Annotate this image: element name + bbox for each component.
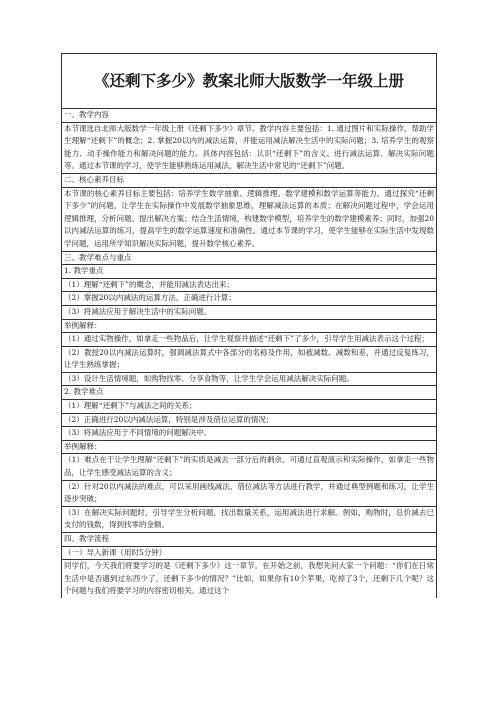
row-sec3-2b: （2）正确进行20以内减法运算，特别是涉及借位运算的情况； (62, 414, 436, 428)
row-sec4: 四、教学流程 (62, 533, 436, 547)
content-table (61, 109, 437, 598)
document-title: 《还剩下多少》教案北师大版数学一年级上册 (93, 71, 404, 90)
row-sec3-2c: （3）将减法应用于不同情境的问题解决中。 (62, 427, 436, 441)
row-sec3-ex2c: （3）在解决实际问题时，引导学生分析问题，找出数量关系，运用减法进行求解。例如，购物时，总价减去已支付的钱数，得到找零的金额。 (62, 507, 436, 533)
document-page (61, 53, 437, 598)
row-sec3-ex1: 举例解释： (62, 320, 436, 334)
row-sec3-2a: （1）理解“还剩下”与减法之间的关系； (62, 400, 436, 414)
row-sec3-1: 1. 教学重点 (62, 265, 436, 279)
row-sec3: 三、教学难点与重点 (62, 252, 436, 266)
row-sec3-ex1b: （2）教授20以内减法运算时，强调减法算式中各部分的名称及作用，如被减数、减数和差，并通过反复练习，让学生熟练掌握； (62, 347, 436, 373)
row-sec3-1b: （2）掌握20以内减法的运算方法，正确进行计算； (62, 292, 436, 306)
title-cell (61, 53, 437, 109)
row-sec3-ex1c: （3）设计生活情境题，如购物找零、分享食物等，让学生学会运用减法解决实际问题。 (62, 373, 436, 387)
row-sec2-body: 本节课的核心素养目标主要包括：培养学生数学抽象、逻辑推理、数学建模和数学运算等能力。通过探究“还剩下多少”的问题，让学生在实际操作中发展数学抽象思维，理解减法运算的本质；在解决问题过程中，学会运用逻辑推理，分析问题、提出解决方案；结合生活情境，构建数学模型，培养学生的数学建模素养；同时，加强20以内减法运算的练习，提高学生的数学运算速度和准确性。通过本节课的学习，使学生能够在实际生活中发现数学问题，运用所学知识解决实际问题，提升数学核心素养。 (62, 188, 436, 252)
row-sec3-ex2b: （2）针对20以内减法的难点，可以采用画线减法、借位减法等方法进行教学，并通过典型例题和练习，让学生逐步突破； (62, 481, 436, 507)
row-sec4-1-body: 同学们，今天我们将要学习的是《还剩下多少》这一章节。在开始之前，我想先问大家一个问题：“你们在日常生活中是否遇到过东西少了，还剩下多少的情况？”比如，如果你有10个苹果，吃掉了3个，还剩下几个呢？这个问题与我们将要学习的内容密切相关。通过这个 (64, 561, 434, 596)
row-sec1-body: 本节课选自北师大版数学一年级上册《还剩下多少》章节。教学内容主要包括：1. 通过图片和实际操作，帮助学生理解“还剩下”的概念；2. 掌握20以内的减法运算，并能运用减法解决生活中的实际问题；3. 培养学生的观察能力、动手操作能力和解决问题的能力。具体内容包括：认识“还剩下”的含义、进行减法运算、解决实际问题等。通过本节课的学习，使学生能够熟练运用减法，解决生活中常见的“还剩下”问题。 (62, 123, 436, 174)
row-sec3-ex2a: （1）难点在于让学生理解“还剩下”的实质是减去一部分后的剩余，可通过直观演示和实际操作，如拿走一些物品，让学生感受减法运算的含义； (62, 454, 436, 480)
row-sec2: 二、核心素养目标 (62, 174, 436, 188)
row-sec3-ex1a: （1）通过实物操作，如拿走一些物品后，让学生观察并描述“还剩下”了多少，引导学生用减法表示这个过程； (62, 333, 436, 347)
row-sec3-2: 2. 教学难点 (62, 386, 436, 400)
row-sec3-ex2: 举例解释： (62, 441, 436, 455)
row-sec3-1c: （3）将减法应用于解决生活中的实际问题。 (62, 306, 436, 320)
row-sec3-1a: （1）理解“还剩下”的概念，并能用减法表达出来； (62, 279, 436, 293)
row-sec1: 一、教学内容 (62, 109, 436, 123)
row-sec4-1: （一）导入新课（用时5分钟） (62, 547, 436, 561)
